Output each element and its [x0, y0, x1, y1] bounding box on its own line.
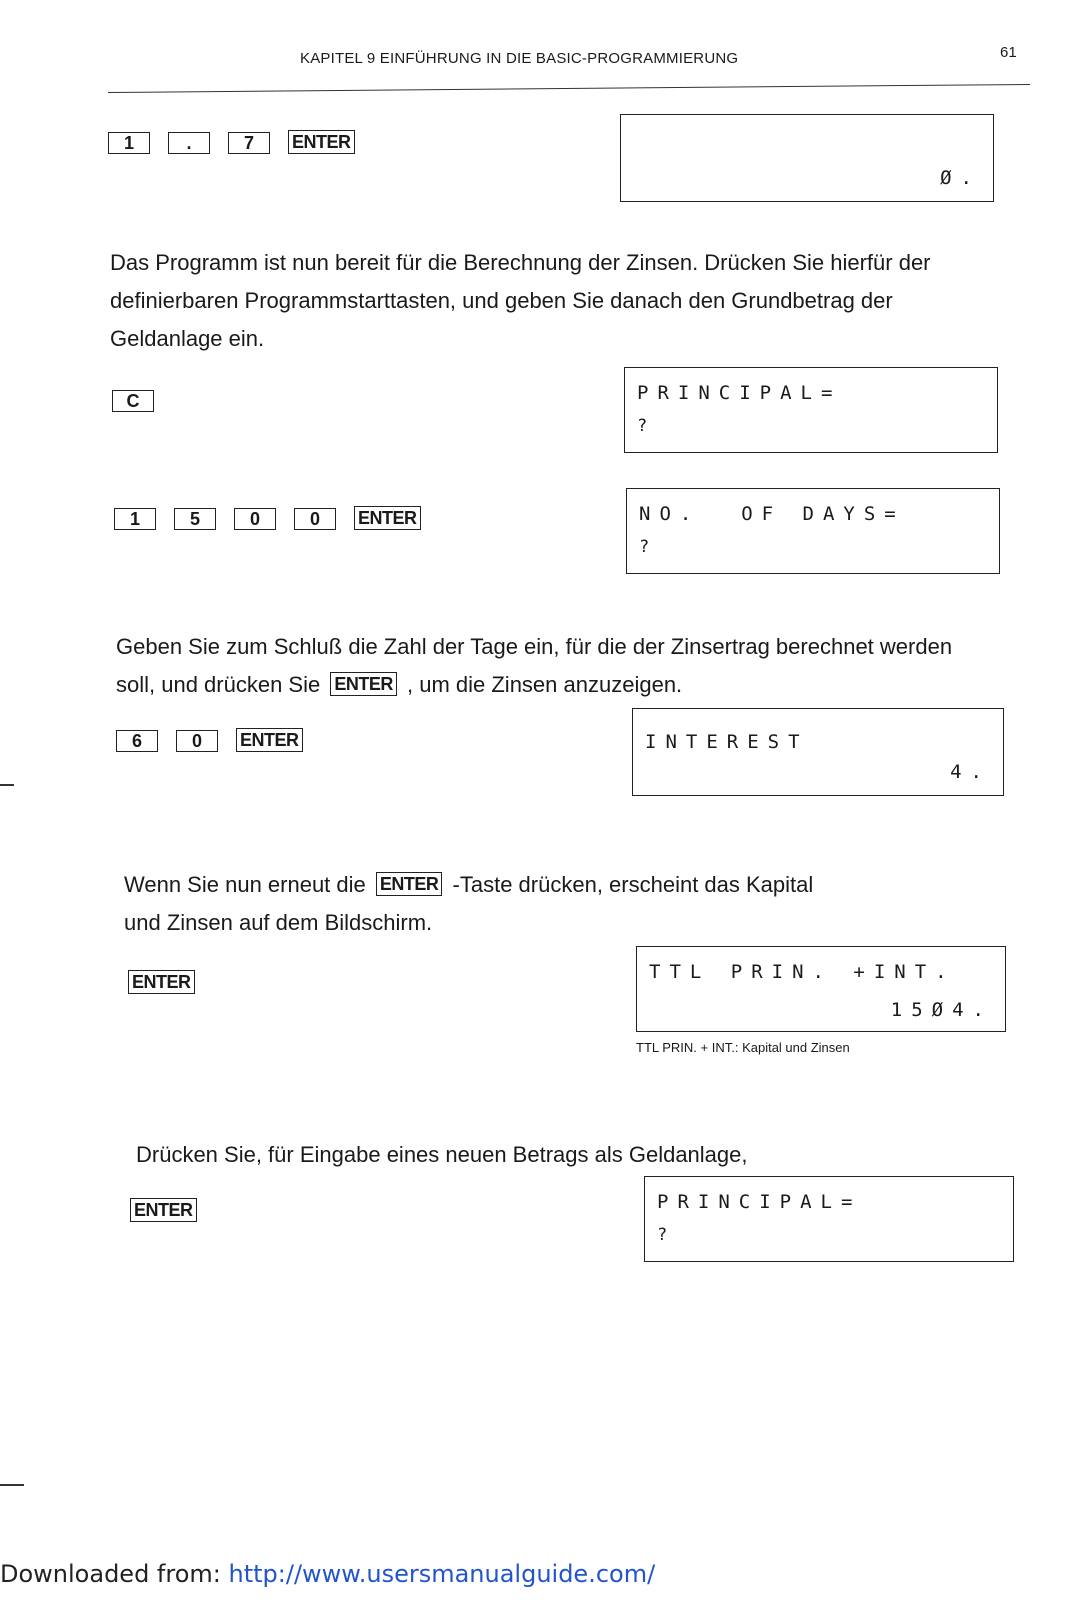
display-line2: ? — [657, 1225, 668, 1245]
display-line1: NO. OF DAYS= — [639, 503, 905, 525]
key-0: 0 — [176, 730, 218, 752]
display-value: 4. — [950, 761, 991, 783]
step1-keys — [108, 130, 355, 154]
key-7: 7 — [228, 132, 270, 154]
paragraph-4: Drücken Sie, für Eingabe eines neuen Betrags als Geldanlage, — [136, 1142, 748, 1167]
display-line1: INTEREST — [645, 731, 809, 753]
footer-label: Downloaded from: — [0, 1560, 221, 1588]
display-value: Ø. — [940, 167, 981, 189]
paragraph-1: Das Programm ist nun bereit für die Berechnung der Zinsen. Drücken Sie hierfür der definierbaren Programmstarttasten, und geben Sie danach den Grundbetrag der Geldanlage ein. — [110, 250, 931, 351]
step3-keys — [114, 506, 421, 530]
key-1: 1 — [114, 508, 156, 530]
display-value: 15Ø4. — [890, 999, 993, 1021]
download-footer — [0, 1560, 655, 1588]
key-1: 1 — [108, 132, 150, 154]
margin-mark — [0, 784, 14, 786]
step4-keys — [116, 728, 303, 752]
paragraph-3-text-end: -Taste drücken, erscheint das Kapital und Zinsen auf dem Bildschirm. — [124, 872, 814, 935]
paragraph-3-text: Wenn Sie nun erneut die — [124, 872, 366, 897]
display-line1: PRINCIPAL= — [637, 382, 842, 404]
display-line2: ? — [637, 416, 648, 436]
step2-keys — [112, 390, 154, 412]
margin-mark — [0, 1484, 24, 1486]
key-enter: ENTER — [130, 1198, 197, 1222]
footer-link[interactable]: http://www.usersmanualguide.com/ — [228, 1560, 656, 1588]
key-enter: ENTER — [354, 506, 421, 530]
display-line1: TTL PRIN. +INT. — [649, 961, 956, 983]
display-caption: TTL PRIN. + INT.: Kapital und Zinsen — [636, 1040, 850, 1055]
inline-enter-key: ENTER — [376, 872, 443, 896]
display-step1 — [620, 114, 994, 202]
paragraph-3 — [124, 866, 844, 942]
paragraph-2-text-end: , um die Zinsen anzuzeigen. — [407, 672, 683, 697]
paragraph-2-text: Geben Sie zum Schluß die Zahl der Tage ein, für die der Zinsertrag berechnet werden soll, und drücken Sie — [116, 634, 953, 697]
display-step6 — [644, 1176, 1014, 1262]
key-enter: ENTER — [236, 728, 303, 752]
display-step3 — [626, 488, 1000, 574]
step6-keys — [130, 1198, 197, 1222]
key-6: 6 — [116, 730, 158, 752]
display-step2 — [624, 367, 998, 453]
display-line2: ? — [639, 537, 650, 557]
inline-enter-key: ENTER — [330, 672, 397, 696]
display-line1: PRINCIPAL= — [657, 1191, 862, 1213]
key-0: 0 — [294, 508, 336, 530]
key-c: C — [112, 390, 154, 412]
paragraph-2 — [116, 628, 996, 704]
key-dot: . — [168, 132, 210, 154]
key-0: 0 — [234, 508, 276, 530]
step5-keys — [128, 970, 195, 994]
key-enter: ENTER — [288, 130, 355, 154]
key-enter: ENTER — [128, 970, 195, 994]
display-step4 — [632, 708, 1004, 796]
header-rule — [108, 84, 1030, 93]
key-5: 5 — [174, 508, 216, 530]
chapter-title: KAPITEL 9 EINFÜHRUNG IN DIE BASIC-PROGRAMMIERUNG — [300, 50, 739, 67]
display-step5 — [636, 946, 1006, 1032]
page-number: 61 — [1000, 44, 1017, 61]
